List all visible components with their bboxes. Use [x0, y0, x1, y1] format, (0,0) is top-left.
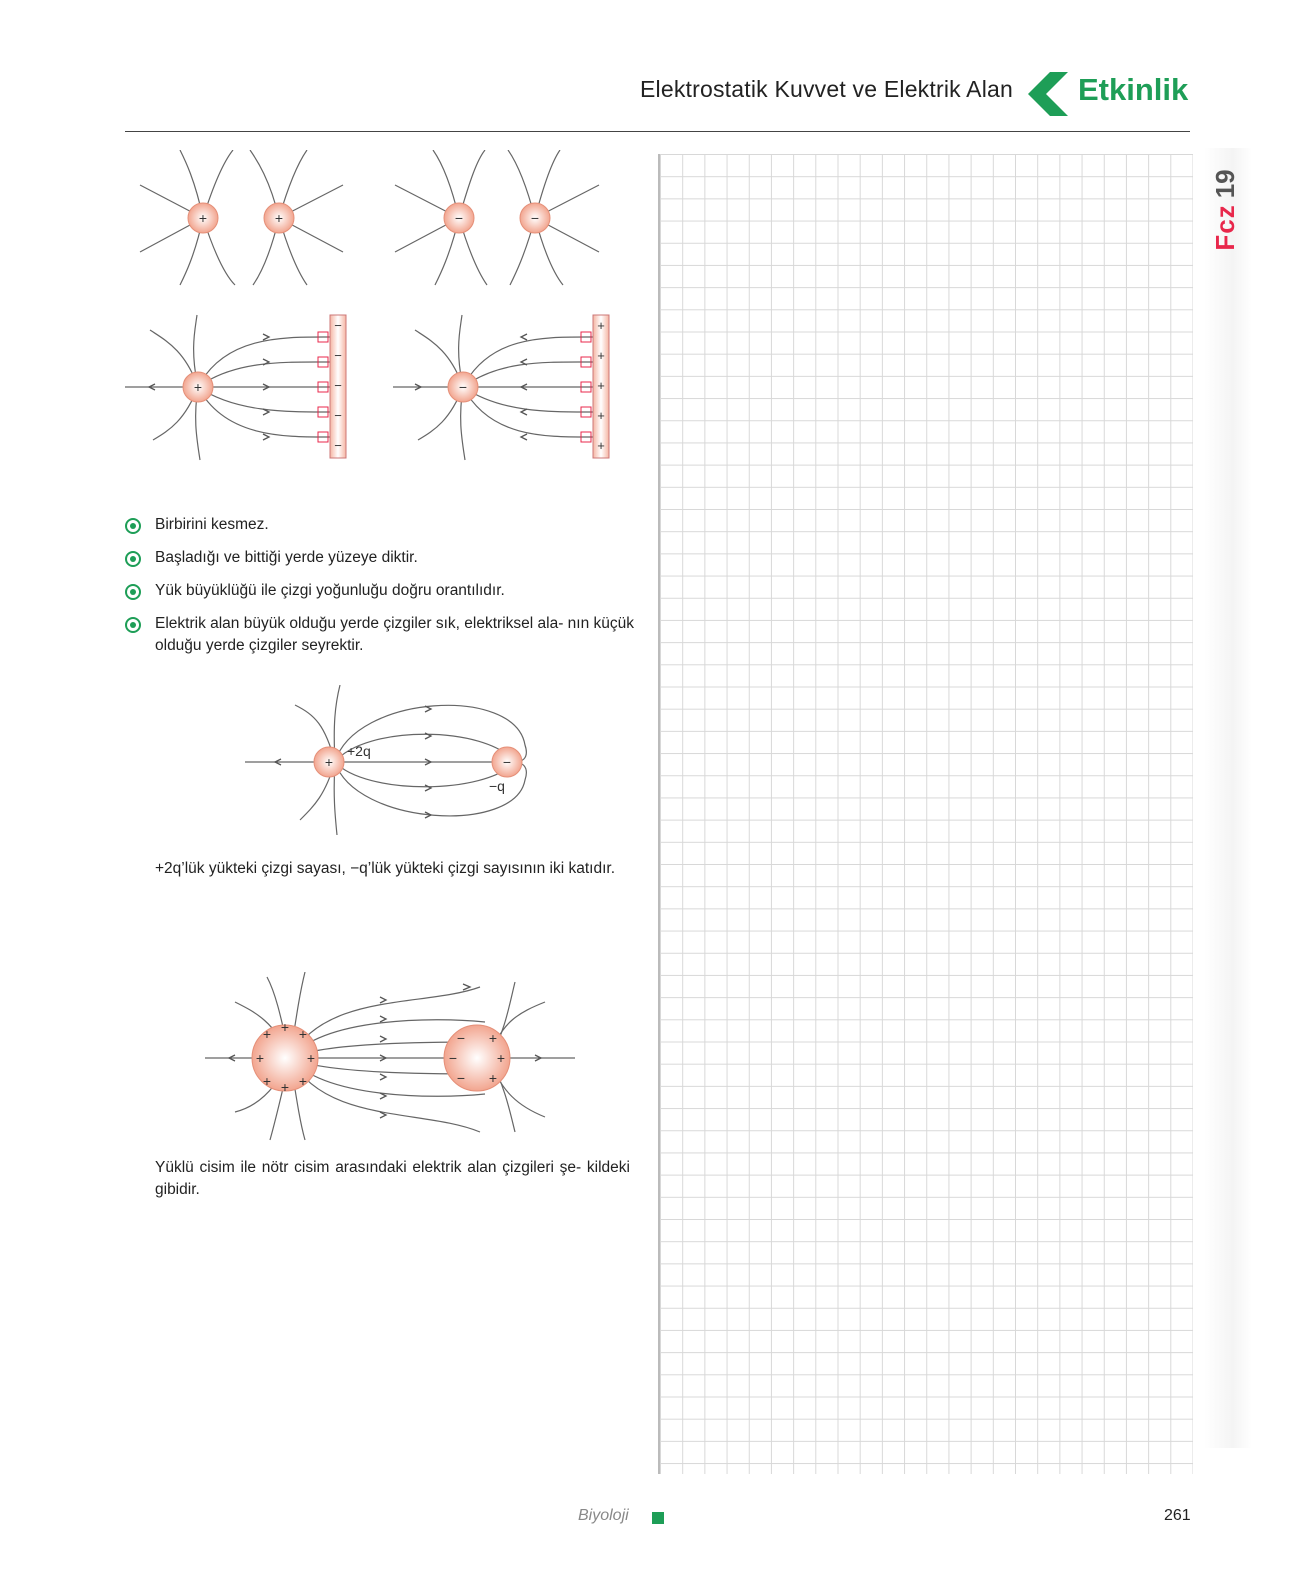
svg-text:+: + [488, 1070, 498, 1086]
dipole-figure [245, 685, 545, 835]
svg-text:−: − [458, 379, 468, 395]
svg-text:−: − [334, 318, 342, 333]
svg-text:+: + [597, 318, 605, 333]
svg-text:−: − [334, 408, 342, 423]
target-bullet-icon [125, 518, 141, 534]
paragraph-line-count: +2q’lük yükteki çizgi sayası, −q’lük yükteki çizgi sayısının iki katıdır. [155, 860, 616, 877]
target-bullet-icon [125, 551, 141, 567]
svg-text:+: + [262, 1073, 272, 1089]
svg-text:−: − [334, 378, 342, 393]
svg-text:+: + [193, 379, 203, 395]
footer-square-icon [652, 1512, 664, 1524]
paragraph-neutral-body: Yüklü cisim ile nötr cisim arasındaki elektrik alan çizgileri şe- kildeki gibidir. [155, 1159, 630, 1198]
brand-logo: Fcz [1209, 204, 1240, 251]
list-item: Birbirini kesmez. [125, 514, 635, 536]
svg-text:+: + [597, 438, 605, 453]
svg-text:−: − [456, 1070, 466, 1086]
unit-number: 19 [1209, 169, 1240, 199]
target-bullet-icon [125, 584, 141, 600]
svg-text:+: + [298, 1073, 308, 1089]
section-label: Etkinlik [1078, 72, 1189, 107]
svg-text:+: + [597, 408, 605, 423]
svg-text:−: − [502, 754, 512, 770]
svg-text:+: + [298, 1026, 308, 1042]
charged-neutral-figure [205, 972, 585, 1142]
pos-charge-label: +2q [347, 743, 371, 759]
property-list [125, 514, 635, 668]
chevron-left-icon [1024, 70, 1068, 118]
svg-text:+: + [255, 1050, 265, 1066]
svg-text:−: − [334, 438, 342, 453]
neg-charge-label: −q [489, 778, 505, 794]
svg-text:+: + [198, 210, 208, 226]
svg-text:+: + [280, 1019, 290, 1035]
list-item: Başladığı ve bittiği yerde yüzeye diktir. [125, 547, 635, 569]
svg-text:−: − [448, 1050, 458, 1066]
svg-text:+: + [324, 754, 334, 770]
svg-text:+: + [496, 1050, 506, 1066]
svg-text:+: + [597, 378, 605, 393]
target-bullet-icon [125, 617, 141, 633]
note-grid [658, 154, 1193, 1474]
svg-text:+: + [280, 1079, 290, 1095]
page-title: Elektrostatik Kuvvet ve Elektrik Alan [640, 76, 1013, 102]
svg-text:−: − [530, 210, 540, 226]
list-item: Yük büyüklüğü ile çizgi yoğunluğu doğru orantılıdır. [125, 580, 635, 602]
svg-text:−: − [456, 1030, 466, 1046]
svg-text:+: + [306, 1050, 316, 1066]
svg-text:−: − [454, 210, 464, 226]
list-item: Elektrik alan büyük olduğu yerde çizgiler sık, elektriksel ala- nın küçük olduğu yerde çizgiler seyrektir. [125, 613, 635, 657]
side-tab [1204, 148, 1252, 1448]
footer-subject: Biyoloji [578, 1507, 629, 1524]
svg-text:+: + [274, 210, 284, 226]
page-number: 261 [1164, 1507, 1191, 1524]
svg-text:−: − [334, 348, 342, 363]
svg-text:+: + [488, 1030, 498, 1046]
svg-text:+: + [597, 348, 605, 363]
header-divider [125, 131, 1190, 132]
svg-text:+: + [262, 1026, 272, 1042]
field-lines-figure [125, 150, 625, 470]
